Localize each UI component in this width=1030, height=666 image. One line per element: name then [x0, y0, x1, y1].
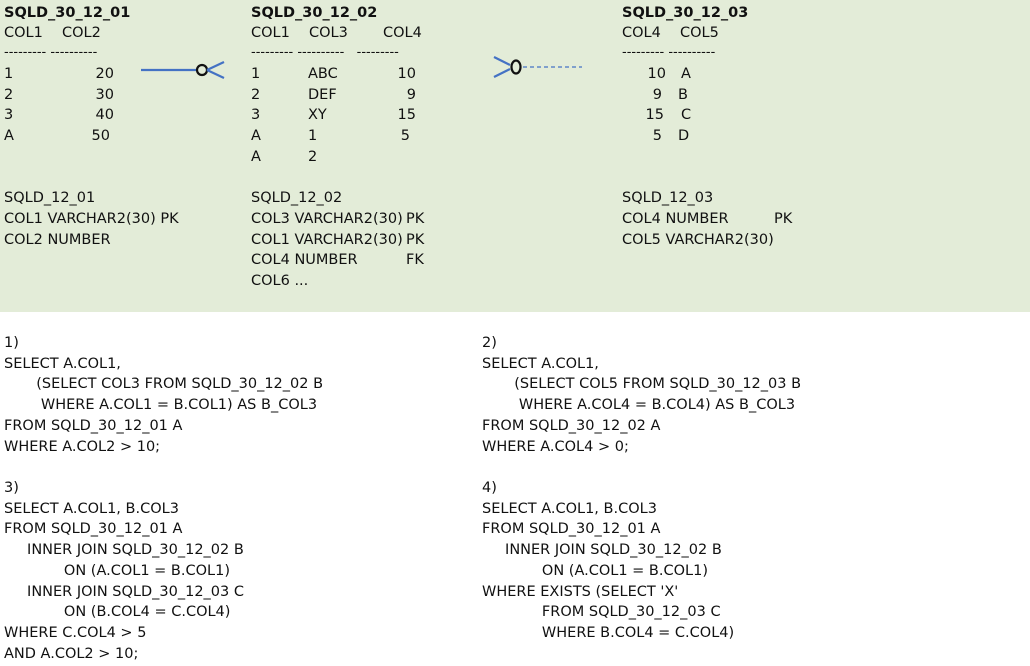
- table2-cell: 2: [308, 149, 318, 165]
- table1-cell: 3: [4, 107, 14, 123]
- table3-schema-line: COL4 NUMBER: [622, 211, 729, 227]
- table1-schema-line: COL1 VARCHAR2(30) PK: [4, 211, 179, 227]
- table1-schema-line: COL2 NUMBER: [4, 232, 111, 248]
- table2-schema-line: COL6 ...: [251, 273, 309, 289]
- table1-cell: 50: [91, 128, 110, 144]
- table3-schema-line: COL5 VARCHAR2(30): [622, 232, 774, 248]
- table3-schema-name: SQLD_12_03: [622, 190, 714, 206]
- table3-cell: C: [681, 107, 692, 123]
- table2-cell: A: [251, 149, 261, 165]
- table2-cell: 1: [251, 66, 261, 82]
- table1-header-col1: COL1: [4, 25, 43, 41]
- table2-schema-key: FK: [406, 252, 424, 268]
- table3-cell: D: [678, 128, 690, 144]
- table1-header-col2: COL2: [62, 25, 101, 41]
- table2-schema-name: SQLD_12_02: [251, 190, 343, 206]
- table3-cell: 10: [647, 66, 666, 82]
- relationship-connector-1-2: [138, 56, 230, 84]
- table3-title: SQLD_30_12_03: [622, 5, 749, 21]
- table2-separator: --------- ---------- ---------: [251, 45, 399, 60]
- table1-cell: 1: [4, 66, 14, 82]
- query-option-1: 1) SELECT A.COL1, (SELECT COL3 FROM SQLD_30_12_02 B WHERE A.COL1 = B.COL1) AS B_COL3 FROM SQLD_30_12_01 A WHERE A.COL2 > 10;: [4, 335, 324, 455]
- query-option-2: 2) SELECT A.COL1, (SELECT COL5 FROM SQLD_30_12_03 B WHERE A.COL4 = B.COL4) AS B_COL3 FROM SQLD_30_12_02 A WHERE A.COL4 > 0;: [482, 335, 802, 455]
- schema-panel: [0, 0, 1030, 312]
- query-option-3: 3) SELECT A.COL1, B.COL3 FROM SQLD_30_12_01 A INNER JOIN SQLD_30_12_02 B ON (A.COL1 = B.COL1) INNER JOIN SQLD_30_12_03 C ON (B.COL4 = C.COL4) WHERE C.COL4 > 5 AND A.COL2 > 10;: [4, 480, 244, 662]
- table2-cell: 5: [400, 128, 410, 144]
- table1-cell: 2: [4, 87, 14, 103]
- table3-cell: 9: [652, 87, 662, 103]
- table2-cell: 9: [406, 87, 416, 103]
- table1-title: SQLD_30_12_01: [4, 5, 131, 21]
- table2-schema-line: COL1 VARCHAR2(30): [251, 232, 403, 248]
- table3-cell: A: [681, 66, 691, 82]
- table1-schema-name: SQLD_12_01: [4, 190, 96, 206]
- table2-header-col1: COL1: [251, 25, 290, 41]
- table2-cell: XY: [308, 107, 327, 123]
- relationship-connector-2-3: [490, 52, 586, 82]
- table2-schema-key: PK: [406, 211, 425, 227]
- table2-cell: A: [251, 128, 261, 144]
- table1-cell: A: [4, 128, 14, 144]
- table2-cell: ABC: [308, 66, 338, 82]
- table1-cell: 20: [95, 66, 114, 82]
- table2-title: SQLD_30_12_02: [251, 5, 378, 21]
- table3-header-col5: COL5: [680, 25, 719, 41]
- table3-schema-key: PK: [774, 211, 793, 227]
- table3-separator: --------- ----------: [622, 45, 716, 60]
- table2-header-col3: COL3: [309, 25, 348, 41]
- table2-header-col4: COL4: [383, 25, 422, 41]
- table2-schema-line: COL3 VARCHAR2(30): [251, 211, 403, 227]
- table1-cell: 40: [95, 107, 114, 123]
- table1-cell: 30: [95, 87, 114, 103]
- table1-separator: --------- ----------: [4, 45, 98, 60]
- table3-cell: 15: [645, 107, 664, 123]
- table2-cell: 1: [308, 128, 318, 144]
- table2-cell: 15: [397, 107, 416, 123]
- query-option-4: 4) SELECT A.COL1, B.COL3 FROM SQLD_30_12_01 A INNER JOIN SQLD_30_12_02 B ON (A.COL1 = B.COL1) WHERE EXISTS (SELECT 'X' FROM SQLD_30_12_03 C WHERE B.COL4 = C.COL4): [482, 480, 735, 641]
- table2-cell: 2: [251, 87, 261, 103]
- table2-cell: 10: [397, 66, 416, 82]
- table3-cell: B: [678, 87, 688, 103]
- table2-schema-line: COL4 NUMBER: [251, 252, 358, 268]
- table2-cell: 3: [251, 107, 261, 123]
- table3-cell: 5: [652, 128, 662, 144]
- table2-cell: DEF: [308, 87, 337, 103]
- table2-schema-key: PK: [406, 232, 425, 248]
- table3-header-col4: COL4: [622, 25, 661, 41]
